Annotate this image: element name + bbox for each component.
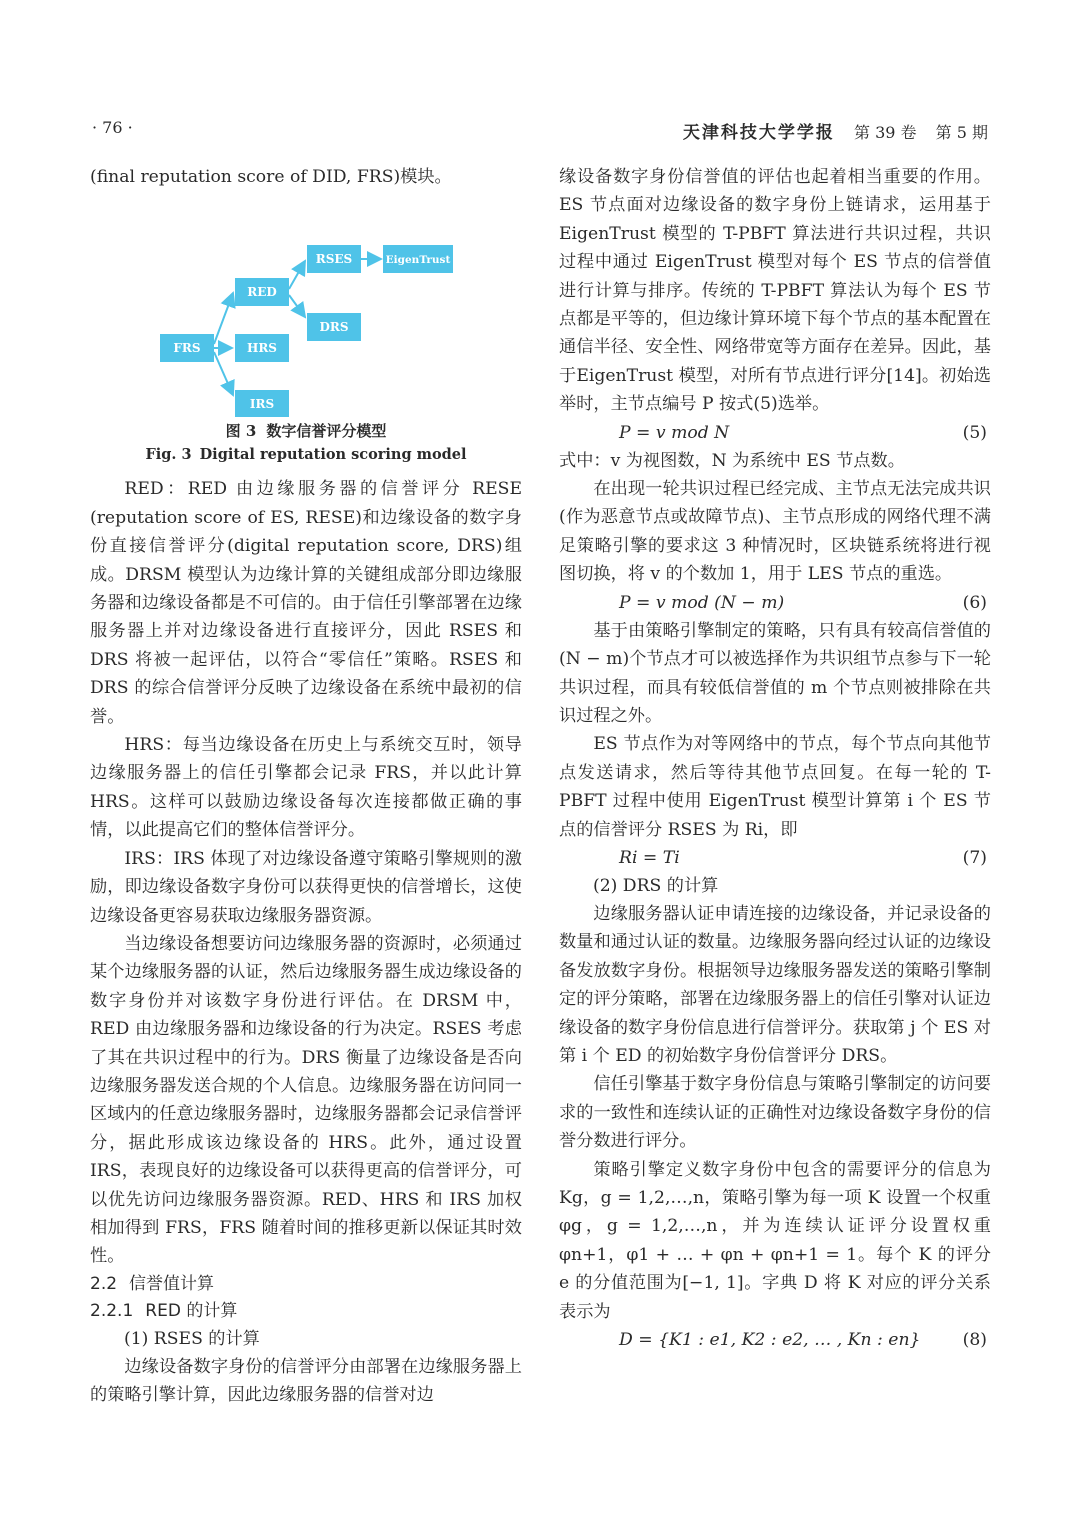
item-rses-heading: (1) RSES 的计算 — [124, 1328, 260, 1349]
paragraph-policy-define: 策略引擎定义数字身份中包含的需要评分的信息为 Kg，g = 1,2,…,n，策略引擎为每一项 K 设置一个权重 φg，g = 1,2,…,n，并为连续认证评分设置权重 φn+1，φ1 + … + φn + φn+1 = 1。每个 K 的评分 e 的分值范围为[−1, 1]。字典 D 将 K 对应的评分关系表示为 — [559, 1159, 991, 1322]
paragraph-hrs: HRS：每当边缘设备在历史上与系统交互时，领导边缘服务器上的信任引擎都会记录 FRS，并以此计算 HRS。这样可以鼓励边缘设备每次连接都做正确的事情，以此提高它们的整体信誉评分。 — [90, 735, 522, 841]
running-header — [683, 118, 988, 143]
subsection-title: RED 的计算 — [145, 1300, 238, 1321]
equation-8 — [559, 1326, 991, 1354]
right-column — [559, 163, 991, 1354]
page-number: · 76 · — [92, 118, 133, 137]
paragraph-trust-engine: 信任引擎基于数字身份信息与策略引擎制定的访问要求的一致性和连续认证的正确性对边缘设备数字身份的信誉分数进行评分。 — [559, 1074, 991, 1152]
figure-3 — [90, 197, 522, 417]
label-drs: DRS — [319, 320, 349, 335]
volume: 第 39 卷 — [854, 123, 917, 142]
figure-label-cn: 图 3 — [225, 422, 257, 441]
label-eigentrust: EigenTrust — [385, 254, 451, 267]
section-heading-2-2-1 — [90, 1298, 522, 1325]
intro-line: (final reputation score of DID, FRS)模块。 — [90, 167, 452, 187]
label-hrs: HRS — [247, 341, 277, 356]
figure-caption-cn — [90, 419, 522, 443]
equation-8-number: (8) — [962, 1330, 987, 1351]
edge-red-rses — [289, 261, 305, 289]
equation-6-body: P = v mod (N − m) — [619, 592, 785, 613]
paragraph-rses: 边缘设备数字身份的信誉评分由部署在边缘服务器上的策略引擎计算，因此边缘服务器的信誉对边 — [90, 1356, 522, 1406]
paragraph-continued: 缘设备数字身份信誉值的评估也起着相当重要的作用。ES 节点面对边缘设备的数字身份上链请求，运用基于 EigenTrust 模型的 T-PBFT 算法进行共识过程，共识过程中通过 EigenTrust 模型对每个 ES 节点的信誉值进行计算与排序。传统的 T-PBFT 算法认为每个 ES 节点都是平等的，但边缘计算环境下每个节点的基本配置在通信半径、安全性、网络带宽等方面存在差异。因此，基于EigenTrust 模型，对所有节点进行评分[14]。初始选举时，主节点编号 P 按式(5)选举。 — [559, 167, 991, 415]
reputation-model-diagram — [90, 197, 522, 417]
figure-caption-en — [90, 443, 522, 467]
figure-label-en: Fig. 3 — [145, 446, 192, 464]
equation-5-body: P = v mod N — [619, 422, 730, 443]
paragraph-policy: 基于由策略引擎制定的策略，只有具有较高信誉值的(N − m)个节点才可以被选择作为共识组节点参与下一轮共识过程，而具有较低信誉值的 m 个节点则被排除在共识过程之外。 — [559, 620, 991, 726]
equation-5-number: (5) — [962, 422, 987, 443]
edge-frs-red — [214, 293, 233, 344]
label-irs: IRS — [249, 397, 275, 412]
paragraph-drs: 边缘服务器认证申请连接的边缘设备，并记录设备的数量和通过认证的数量。边缘服务器向经过认证的边缘设备发放数字身份。根据领导边缘服务器发送的策略引擎制定的评分策略，部署在边缘服务器上的信任引擎对认证边缘设备的数字身份信息进行信誉评分。获取第 j 个 ES 对第 i 个 ED 的初始数字身份信誉评分 DRS。 — [559, 903, 991, 1066]
paragraph-es-nodes: ES 节点作为对等网络中的节点，每个节点向其他节点发送请求，然后等待其他节点回复。在每一轮的 T-PBFT 过程中使用 EigenTrust 模型计算第 i 个 ES 节点的信誉评分 RSES 为 Ri，即 — [559, 734, 991, 840]
subsection-number: 2.2.1 — [90, 1300, 134, 1321]
figure-title-en: Digital reputation scoring model — [199, 446, 467, 464]
equation-7-number: (7) — [962, 847, 987, 868]
paragraph-red: RED：RED 由边缘服务器的信誉评分 RESE (reputation score of ES, RESE)和边缘设备的数字身份直接信誉评分(digital reputation score, DRS)组成。DRSM 模型认为边缘计算的关键组成部分即边缘服务器和边缘设备都是不可信的。由于信任引擎部署在边缘服务器上并对边缘设备进行直接评分，因此 RSES 和 DRS 将被一起评估，以符合“零信任”策略。RSES 和 DRS 的综合信誉评分反映了边缘设备在系统中最初的信誉。 — [90, 479, 522, 727]
equation-7 — [559, 844, 991, 872]
label-rses: RSES — [315, 252, 353, 267]
journal-name: 天津科技大学学报 — [682, 123, 835, 143]
equation-6-number: (6) — [962, 592, 987, 613]
paragraph-where: 式中：v 为视图数，N 为系统中 ES 节点数。 — [559, 450, 905, 471]
item-drs-heading: (2) DRS 的计算 — [593, 875, 719, 896]
equation-8-body: D = {K1 : e1, K2 : e2, … , Kn : en} — [619, 1330, 921, 1351]
section-number: 2.2 — [90, 1273, 118, 1294]
section-heading-2-2 — [90, 1271, 522, 1298]
edge-frs-irs — [214, 352, 233, 395]
equation-6 — [559, 589, 991, 617]
left-column — [90, 163, 522, 1410]
issue: 第 5 期 — [935, 123, 988, 142]
paragraph-access: 当边缘设备想要访问边缘服务器的资源时，必须通过某个边缘服务器的认证，然后边缘服务器生成边缘设备的数字身份并对该数字身份进行评估。在 DRSM 中，RED 由边缘服务器和边缘设备的行为决定。RSES 考虑了其在共识过程中的行为。DRS 衡量了边缘设备是否向边缘服务器发送合规的个人信息。边缘服务器在访问同一区域内的任意边缘服务器时，边缘服务器都会记录信誉评分，据此形成该边缘设备的 HRS。此外，通过设置 IRS，表现良好的边缘设备可以获得更高的信誉评分，可以优先访问边缘服务器资源。RED、HRS 和 IRS 加权相加得到 FRS，FRS 随着时间的推移更新以保证其时效性。 — [90, 933, 522, 1267]
paragraph-view-change: 在出现一轮共识过程已经完成、主节点无法完成共识(作为恶意节点或故障节点)、主节点形成的网络代理不满足策略引擎的要求这 3 种情况时，区块链系统将进行视图切换，将 v 的个数加 1，用于 LES 节点的重选。 — [559, 479, 991, 585]
label-frs: FRS — [173, 341, 201, 356]
equation-5 — [559, 419, 991, 447]
label-red: RED — [247, 285, 277, 300]
section-title: 信誉值计算 — [129, 1273, 215, 1294]
equation-7-body: Ri = Ti — [619, 847, 680, 868]
figure-title-cn: 数字信誉评分模型 — [266, 422, 387, 441]
paragraph-irs: IRS：IRS 体现了对边缘设备遵守策略引擎规则的激励，即边缘设备数字身份可以获得更快的信誉增长，这使边缘设备更容易获取边缘服务器资源。 — [90, 848, 522, 926]
edge-red-drs — [289, 295, 305, 317]
